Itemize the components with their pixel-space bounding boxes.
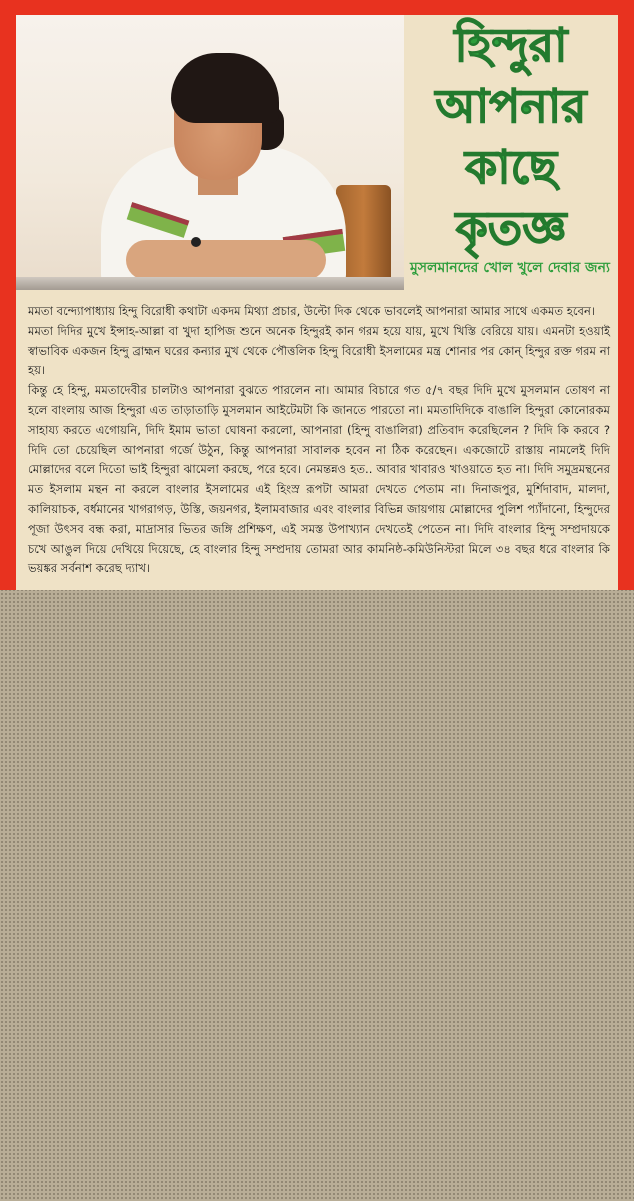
folded-arms	[126, 240, 326, 280]
headline-line-4: কৃতজ্ঞ	[455, 201, 567, 255]
microphone-icon	[191, 237, 201, 247]
paragraph-1: মমতা বন্দ্যোপাধ্যায় হিন্দু বিরোধী কথাটা একদম মিথ্যা প্রচার, উল্টো দিক থেকে ভাবলেই আপনারা আমার সাথে একমত হবেন।	[28, 304, 596, 318]
headline-line-3: কাছে	[465, 140, 557, 194]
desk	[16, 277, 404, 290]
article-body	[28, 302, 610, 579]
paragraph-3: কিন্তু হে হিন্দু, মমতাদেবীর চালটাও আপনারা বুঝতে পারলেন না। আমার বিচারে গত ৫/৭ বছর দিদি মুখে মুসলমান তোষণ না হলে বাংলায় আজ হিন্দুরা এত তাড়াতাড়ি মুসলমান আইটেমটা কি জানতে পারতো না। মমতাদিদিকে বাঙালি হিন্দুরা কোনোরকম সাহায্য করতে এগোয়নি, দিদি ইমাম ভাতা ঘোষনা করলো, আপনারা (হিন্দু বাঙালিরা) প্রতিবাদ করেছিলেন ? দিদি কি করবে ? দিদি তো চেয়েছিল আপনারা গর্জে উঠুন, কিন্তু আপনারা সাবালক হবেন না ঠিক করেছেন। একজোটে রাস্তায় নামলেই দিদি মোল্লাদের বলে দিতো ভাই হিন্দুরা ঝামেলা করছে, পরে হবে। নেমন্তন্নও হত.. আবার খাবারও খাওয়াতে হত না। দিদি সমুদ্রমন্থনের মত ইসলাম মন্থন না করলে বাংলার ইসলামের এই হিংস্র রূপটা আমরা দেখতে পেতাম না। দিনাজপুর, মুর্শিদাবাদ, মালদা, কালিয়াচক, বর্ধমানের খাগরাগড়, উস্তি, জয়নগর, ইলামবাজার এবং বাংলার বিভিন্ন জায়গায় মোল্লাদের পুলিশ প্যাঁদানো, হিন্দুদের পূজা উৎসব বন্ধ করা, মাদ্রাসার ভিতর জঙ্গি প্রশিক্ষণ, এই সমস্ত উপাখ্যান দেখতেই পেতেন না। দিদি বাংলার হিন্দু সম্প্রদায়কে চখে আঙুল দিয়ে দেখিয়ে দিয়েছে, হে বাংলার হিন্দু সম্প্রদায় তোমরা আর কামনিষ্ঠ-কমিউনিস্টরা মিলে ৩৪ বছর ধরে বাংলার কি ভয়ঙ্কর সর্বনাশ করেছ দ্যাখ।	[28, 383, 610, 576]
halftone-background	[0, 576, 634, 1201]
hair	[171, 53, 279, 123]
headline	[404, 15, 618, 259]
headline-line-1: হিন্দুরা	[454, 18, 568, 72]
paragraph-2: মমতা দিদির মুখে ইন্সাহ-আল্লা বা খুদা হাপিজ শুনে অনেক হিন্দুরই কান গরম হয়ে যায়, মুখে খিস্তি বেরিয়ে যায়। এমনটা হওয়াই স্বাভাবিক একজন হিন্দু ব্রাহ্মন ঘরের কন্যার মুখ থেকে পৌত্তলিক হিন্দু বিরোধী ইসলামের মন্ত্র শোনার পর কোন্ হিন্দুর রক্ত গরম না হয়।	[28, 323, 610, 378]
headline-line-2: আপনার	[435, 79, 587, 133]
poster	[0, 0, 634, 590]
subheadline: মুসলমানদের খোল খুলে দেবার জন্য	[410, 260, 610, 276]
portrait-photo	[16, 15, 404, 290]
